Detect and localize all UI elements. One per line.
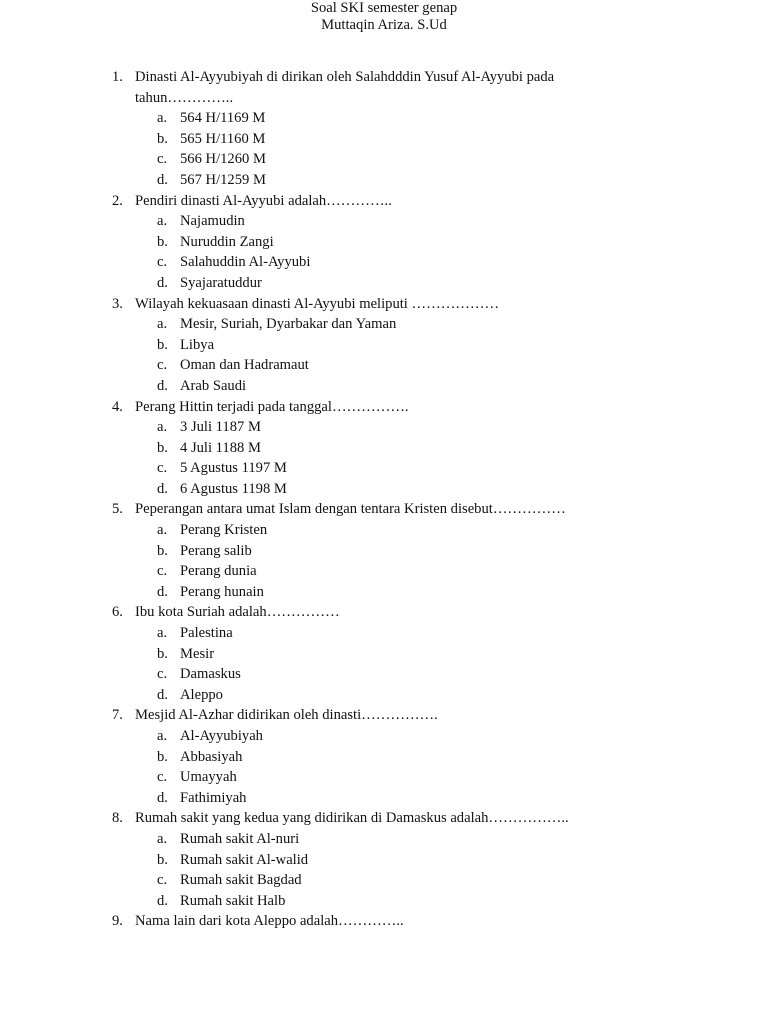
option-text: Umayyah [180,769,237,786]
option-letter: d. [157,171,168,188]
answer-option [135,541,588,562]
answer-option [135,273,588,294]
option-letter: a. [157,419,168,436]
answer-option [135,788,588,809]
option-letter: c. [157,151,168,168]
question-item [0,67,768,191]
question-text: Rumah sakit yang kedua yang didirikan di Damaskus adalah…………….. [135,810,569,827]
option-letter: a. [157,830,168,847]
answer-option [135,664,588,685]
answer-option [135,170,588,191]
answer-option [135,417,588,438]
option-letter: d. [157,377,168,394]
option-text: Perang hunain [180,583,264,600]
option-letter: c. [157,254,168,271]
document-author: Muttaqin Ariza. S.Ud [321,17,447,33]
answer-option [135,129,588,150]
answer-option [135,582,588,603]
question-number: 4. [112,398,123,415]
question-number: 2. [112,192,123,209]
answer-option [135,355,588,376]
option-text: Perang salib [180,542,252,559]
option-text: Rumah sakit Bagdad [180,872,302,889]
option-letter: d. [157,789,168,806]
option-text: 6 Agustus 1198 M [180,480,287,497]
answer-option [135,644,588,665]
question-number: 5. [112,501,123,518]
answer-options [135,726,588,808]
option-text: 564 H/1169 M [180,110,266,127]
option-letter: a. [157,728,168,744]
question-list [0,67,768,932]
option-text: Nuruddin Zangi [180,233,274,250]
question-item [0,191,768,294]
answer-option [135,685,588,706]
question-item [0,705,768,808]
question-item [0,911,768,932]
option-text: Mesir, Suriah, Dyarbakar dan Yaman [180,316,397,333]
option-text: Najamudin [180,213,245,230]
option-text: Oman dan Hadramaut [180,357,309,374]
answer-option [135,870,588,891]
option-text: 567 H/1259 M [180,171,266,188]
option-letter: d. [157,686,168,703]
question-number: 6. [112,604,123,621]
option-letter: b. [157,748,168,765]
option-letter: a. [157,522,168,539]
option-text: Salahuddin Al-Ayyubi [180,254,311,271]
option-letter: b. [157,336,168,353]
option-text: Fathimiyah [180,789,247,806]
answer-options [135,314,588,396]
answer-options [135,211,588,293]
option-letter: b. [157,542,168,559]
option-text: Rumah sakit Halb [180,892,286,909]
option-text: Arab Saudi [180,377,247,394]
answer-option [135,891,588,912]
option-text: 566 H/1260 M [180,151,266,168]
question-number: 9. [112,913,123,930]
option-text: Syajaratuddur [180,274,262,291]
option-letter: b. [157,851,168,868]
option-text: Perang dunia [180,563,257,580]
option-letter: b. [157,233,168,250]
answer-option [135,252,588,273]
question-number: 1. [112,69,123,85]
answer-option [135,747,588,768]
option-letter: d. [157,892,168,909]
option-text: Libya [180,336,215,353]
option-text: Rumah sakit Al-walid [180,851,309,868]
document-header [0,0,768,34]
question-item [0,294,768,397]
question-text: Dinasti Al-Ayyubiyah di dirikan oleh Salahdddin Yusuf Al-Ayyubi pada tahun………….. [135,69,555,106]
answer-option [135,314,588,335]
answer-options [135,417,588,499]
answer-option [135,108,588,129]
answer-option [135,520,588,541]
option-text: 5 Agustus 1197 M [180,460,287,477]
question-item [0,499,768,602]
answer-option [135,211,588,232]
option-letter: c. [157,357,168,374]
answer-option [135,767,588,788]
answer-options [135,520,588,602]
option-letter: d. [157,480,168,497]
option-letter: a. [157,213,168,230]
option-text: Palestina [180,625,233,642]
answer-option [135,232,588,253]
option-text: Al-Ayyubiyah [180,728,263,744]
option-letter: c. [157,460,168,477]
answer-options [135,108,588,190]
option-letter: c. [157,666,168,683]
answer-option [135,335,588,356]
option-text: Mesir [180,645,215,662]
option-letter: c. [157,769,168,786]
question-number: 3. [112,295,123,312]
option-text: Abbasiyah [180,748,243,765]
answer-option [135,726,588,747]
option-letter: b. [157,645,168,662]
answer-option [135,458,588,479]
option-letter: b. [157,439,168,456]
answer-option [135,561,588,582]
option-letter: a. [157,110,168,127]
question-text: Peperangan antara umat Islam dengan tentara Kristen disebut…………… [135,501,566,518]
answer-option [135,438,588,459]
question-text: Nama lain dari kota Aleppo adalah………….. [135,913,404,930]
question-number: 8. [112,810,123,827]
answer-option [135,623,588,644]
option-letter: a. [157,316,168,333]
question-text: Perang Hittin terjadi pada tanggal……………. [135,398,409,415]
question-item [0,397,768,500]
option-letter: c. [157,563,168,580]
option-text: 4 Juli 1188 M [180,439,261,456]
question-text: Pendiri dinasti Al-Ayyubi adalah………….. [135,192,392,209]
option-letter: b. [157,130,168,147]
answer-option [135,479,588,500]
option-text: Damaskus [180,666,241,683]
question-text: Mesjid Al-Azhar didirikan oleh dinasti……………. [135,707,438,724]
answer-options [135,829,588,911]
option-text: Aleppo [180,686,223,703]
answer-option [135,376,588,397]
option-text: Perang Kristen [180,522,268,539]
question-text: Ibu kota Suriah adalah…………… [135,604,340,621]
question-text: Wilayah kekuasaan dinasti Al-Ayyubi meliputi ……………… [135,295,500,312]
answer-option [135,829,588,850]
option-letter: a. [157,625,168,642]
option-text: 3 Juli 1187 M [180,419,261,436]
answer-option [135,149,588,170]
document-title: Soal SKI semester genap [310,0,458,16]
option-letter: d. [157,583,168,600]
answer-option [135,850,588,871]
question-number: 7. [112,707,123,724]
option-letter: c. [157,872,168,889]
option-text: Rumah sakit Al-nuri [180,830,300,847]
question-item [0,808,768,911]
question-item [0,602,768,705]
option-text: 565 H/1160 M [180,130,266,147]
answer-options [135,623,588,705]
option-letter: d. [157,274,168,291]
